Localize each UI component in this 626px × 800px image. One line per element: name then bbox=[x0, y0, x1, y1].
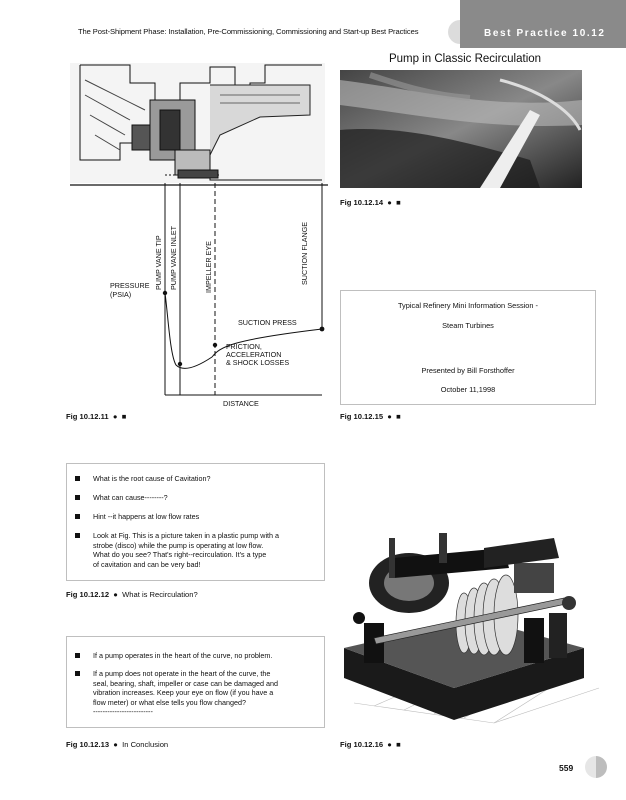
bullet-dot-icon: ● bbox=[385, 740, 394, 749]
bullet-dot-icon: ● bbox=[385, 198, 394, 207]
fig-16-caption bbox=[340, 740, 401, 749]
header-circle bbox=[448, 20, 472, 44]
bullet-dot-icon: ● bbox=[111, 740, 120, 749]
bullet-dot-icon: ● bbox=[111, 590, 120, 599]
label-impeller-eye: IMPELLER EYE bbox=[204, 241, 213, 293]
header-title: The Post-Shipment Phase: Installation, Pre-Commissioning, Commissioning and Start-up Best Practices bbox=[78, 27, 419, 36]
square-icon: ■ bbox=[396, 198, 401, 207]
conclusion-box bbox=[66, 636, 325, 728]
label-pump-vane-tip: PUMP VANE TIP bbox=[154, 235, 163, 290]
list-item: Look at Fig. This is a picture taken in a plastic pump with a strobe (disco) while the pump is operating at low flow. What do you see? That's right--recirculation. It's a type of cavitation and can be very bad! bbox=[75, 531, 315, 571]
fig-14-label: Fig 10.12.14 bbox=[340, 198, 384, 207]
bullet-square-icon bbox=[75, 476, 80, 481]
photo-title: Pump in Classic Recirculation bbox=[388, 53, 542, 65]
fig-11-label: Fig 10.12.11 bbox=[66, 412, 109, 421]
list-item: If a pump does not operate in the heart of the curve, the seal, bearing, shaft, impeller or case can be damaged and vibration increases. Keep your eye on flow (if you have a flow meter) or what else tells you flow changed? ------------------------- bbox=[75, 669, 315, 719]
list-item: If a pump operates in the heart of the curve, no problem. bbox=[75, 651, 315, 661]
fig-15-caption bbox=[340, 412, 401, 421]
info-line-1: Typical Refinery Mini Information Session - bbox=[397, 301, 539, 310]
label-psia: (PSIA) bbox=[110, 290, 132, 299]
list-item: Hint --it happens at low flow rates bbox=[75, 512, 315, 522]
pump-cross-section bbox=[70, 63, 325, 183]
recirculation-photo bbox=[340, 70, 582, 188]
fig-12-label: Fig 10.12.12 bbox=[66, 590, 110, 599]
label-friction-2: ACCELERATION bbox=[226, 350, 282, 359]
list-item: What can cause--------? bbox=[75, 493, 315, 503]
bullet-dot-icon: ● bbox=[110, 412, 120, 421]
fig-13-text: In Conclusion bbox=[122, 740, 169, 749]
fig-16-label: Fig 10.12.16 bbox=[340, 740, 384, 749]
label-pump-vane-inlet: PUMP VANE INLET bbox=[169, 225, 178, 290]
label-friction-3: & SHOCK LOSSES bbox=[226, 358, 290, 367]
fig-13-label: Fig 10.12.13 bbox=[66, 740, 110, 749]
fig-12-text: What is Recirculation? bbox=[122, 590, 198, 599]
page-number-circle bbox=[585, 756, 607, 778]
info-line-2: Steam Turbines bbox=[442, 321, 494, 330]
bullet-square-icon bbox=[75, 653, 80, 658]
bullet-square-icon bbox=[75, 495, 80, 500]
label-pressure: PRESSURE bbox=[110, 281, 150, 290]
bullet-square-icon bbox=[75, 514, 80, 519]
label-friction-1: FRICTION, bbox=[226, 342, 262, 351]
list-item: What is the root cause of Cavitation? bbox=[75, 474, 315, 484]
steam-turbine-illustration bbox=[334, 528, 604, 728]
fig-12-caption bbox=[66, 590, 198, 599]
fig-14-caption bbox=[340, 198, 401, 207]
best-practice-label: Best Practice 10.12 bbox=[484, 28, 606, 39]
square-icon: ■ bbox=[396, 412, 401, 421]
info-session-box bbox=[340, 290, 596, 405]
pump-pressure-diagram bbox=[60, 55, 335, 410]
bullet-square-icon bbox=[75, 533, 80, 538]
bullet-square-icon bbox=[75, 671, 80, 676]
fig-15-label: Fig 10.12.15 bbox=[340, 412, 384, 421]
square-icon: ■ bbox=[121, 412, 127, 421]
fig-13-caption bbox=[66, 740, 168, 749]
recirculation-questions-box bbox=[66, 463, 325, 581]
fig-11-caption bbox=[66, 412, 126, 421]
label-suction-press: SUCTION PRESS bbox=[238, 318, 297, 327]
square-icon: ■ bbox=[396, 740, 401, 749]
bullet-dot-icon: ● bbox=[385, 412, 394, 421]
label-suction-flange: SUCTION FLANGE bbox=[300, 221, 309, 285]
label-distance: DISTANCE bbox=[223, 399, 259, 408]
header-tab-background bbox=[460, 0, 626, 48]
info-line-3: Presented by Bill Forsthoffer bbox=[421, 366, 515, 375]
page-number: 559 bbox=[559, 763, 574, 773]
info-line-4: October 11,1998 bbox=[440, 385, 496, 394]
